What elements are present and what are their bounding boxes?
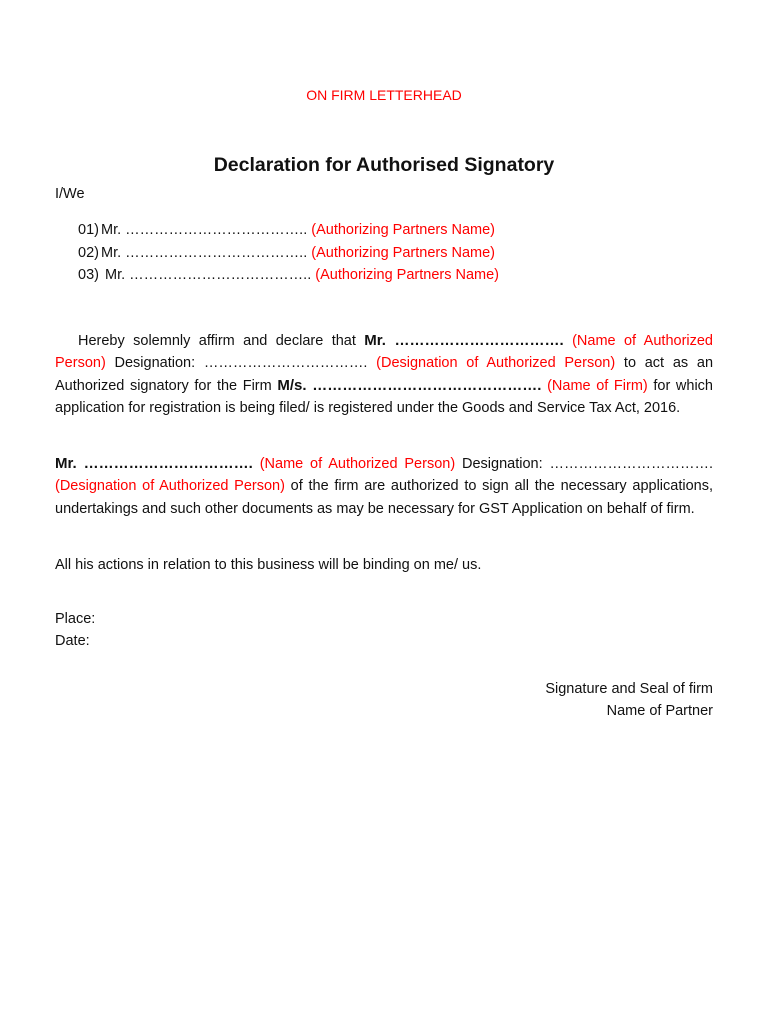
intro-iwe: I/We xyxy=(55,186,85,202)
partner-name-blank: Mr. ……………………………….. xyxy=(101,222,308,238)
partner-name-placeholder: (Authorizing Partners Name) xyxy=(315,267,500,283)
signature-seal-line: Signature and Seal of firm xyxy=(545,681,713,697)
para1-text-4: for which application for registration is being filed/ is registered under the Goods and Service Tax Act, 2016. xyxy=(55,377,713,416)
partner-line-1 xyxy=(78,219,499,242)
document-title: Declaration for Authorised Signatory xyxy=(213,154,555,176)
partner-name-blank: Mr. ……………………………….. xyxy=(101,244,308,261)
partner-line-3 xyxy=(78,264,499,287)
signature-block xyxy=(545,678,713,723)
partner-name-placeholder: (Authorizing Partners Name) xyxy=(311,244,496,261)
authorized-person-blank: Mr. ……………………………. xyxy=(55,455,253,472)
partner-name-placeholder: (Authorizing Partners Name) xyxy=(311,222,496,238)
para1-text-2: Designation: ……………………………. xyxy=(105,355,368,372)
partner-number: 02) xyxy=(78,244,99,261)
para2-text-1: Designation: ……………………………. xyxy=(455,456,713,472)
para1-text-1: Hereby solemnly affirm and declare that xyxy=(78,333,365,349)
firm-name-placeholder: (Name of Firm) xyxy=(547,377,648,394)
authorized-person-blank: Mr. ……………………………. xyxy=(364,332,564,349)
letterhead-note: ON FIRM LETTERHEAD xyxy=(306,87,462,103)
partner-name-blank: Mr. ……………………………….. xyxy=(105,267,312,283)
partner-name-line: Name of Partner xyxy=(606,703,713,720)
date-label: Date: xyxy=(55,633,90,649)
firm-name-blank: M/s. ………………………………………. xyxy=(277,376,542,394)
partner-number: 03) xyxy=(78,267,99,283)
partners-list xyxy=(78,219,499,287)
authorized-person-placeholder: (Name of Authorized Person) xyxy=(259,456,456,472)
authorization-paragraph xyxy=(55,453,713,520)
partner-line-2 xyxy=(78,242,499,265)
designation-placeholder: (Designation of Authorized Person) xyxy=(376,355,616,372)
para1-text-3: to act as an Authorized signatory for the Firm xyxy=(55,355,714,394)
declaration-paragraph xyxy=(55,330,713,419)
place-label: Place: xyxy=(55,611,96,627)
authorized-person-placeholder: (Name of Authorized Person) xyxy=(55,333,713,372)
designation-placeholder: (Designation of Authorized Person) xyxy=(55,478,285,495)
partner-number: 01) xyxy=(78,222,99,238)
para2-text-2: of the firm are authorized to sign all the necessary applications, undertakings and such other documents as may be necessary for GST Application on behalf of firm. xyxy=(55,478,713,517)
binding-paragraph: All his actions in relation to this business will be binding on me/ us. xyxy=(55,557,482,573)
